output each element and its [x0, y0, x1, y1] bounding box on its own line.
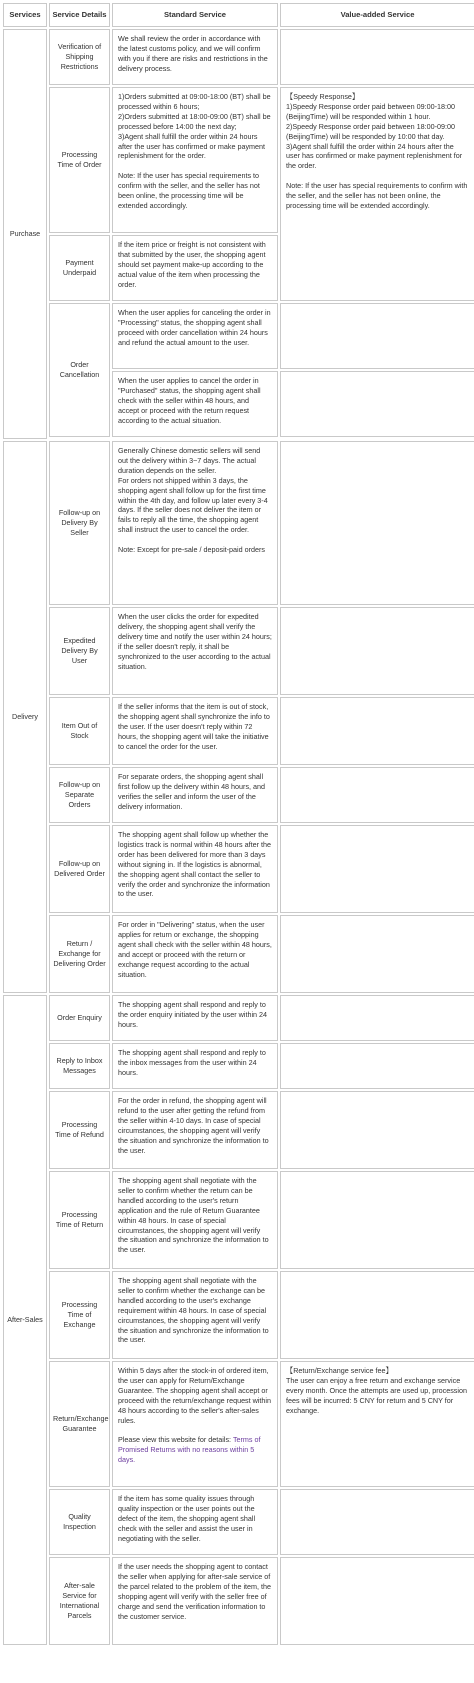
standard-cell: 1)Orders submitted at 09:00-18:00 (BT) shall be processed within 6 hours; 2)Orders submitted at 18:00-09:00 (BT) shall be processed before 14:00 the next day; 3)Agent shall fulfill the order within 24 hours after the user has confirmed or make payment replenishment for the order. Note: If the user has special requirements to confirm with the seller, and the seller has not been online, the processing time will be extended accordingly.	[112, 87, 278, 233]
value-added-return-exchange-fee: 【Return/Exchange service fee】 The user can enjoy a free return and exchange service every month. Once the attempts are used up, procession fees will be incurred: 5 CNY for return and 5 CNY for exchange.	[280, 1361, 474, 1487]
standard-cell: For the order in refund, the shopping agent will refund to the user after getting the refund from the seller within 4-10 days. In case of special circumstances, the shopping agent will verify the situation and synchronize the information to the user.	[112, 1091, 278, 1169]
table-row	[3, 303, 474, 369]
group-delivery: Delivery	[3, 441, 47, 993]
table-row	[3, 29, 474, 85]
standard-cell: Within 5 days after the stock-in of ordered item, the user can apply for Return/Exchange Guarantee. The shopping agent shall accept or proceed with the return/exchange request within 48 hours according to the seller's after-sales rules. Please view this website for details: Terms of Promised Returns with no reasons within 5 days.	[112, 1361, 278, 1487]
group-after-sales: After-Sales	[3, 995, 47, 1645]
value-added-cell-empty	[280, 303, 474, 369]
value-added-cell-empty	[280, 1043, 474, 1089]
standard-cell: If the seller informs that the item is out of stock, the shopping agent shall synchronize the info to the user. If the user doesn't reply within 72 hours, the shopping agent will take the initiative to cancel the order for the user.	[112, 697, 278, 765]
standard-cell: For order in "Delivering" status, when the user applies for return or exchange, the shopping agent shall check with the seller within 48 hours, and accept or proceed with the return or exchange request according to the actual situation.	[112, 915, 278, 993]
table-row	[3, 1361, 474, 1487]
table-row	[3, 767, 474, 823]
value-added-cell-empty	[280, 697, 474, 765]
group-purchase: Purchase	[3, 29, 47, 439]
standard-cell: For separate orders, the shopping agent shall first follow up the delivery within 48 hours, and verifies the seller and inform the user of the delivery information.	[112, 767, 278, 823]
detail-cell: Expedited Delivery By User	[49, 607, 110, 695]
value-added-cell-empty	[280, 767, 474, 823]
standard-cell: When the user applies for canceling the order in "Processing" status, the shopping agent shall proceed with order cancellation within 24 hours and refund the actual amount to the user.	[112, 303, 278, 369]
detail-cell: Follow-up on Delivery By Seller	[49, 441, 110, 605]
detail-cell: Processing Time of Refund	[49, 1091, 110, 1169]
details-prefix: Please view this website for details:	[118, 1435, 233, 1445]
header-services: Services	[3, 3, 47, 27]
standard-cell: If the item price or freight is not consistent with that submitted by the user, the shopping agent should set payment make-up according to the actual value of the item when processing the order.	[112, 235, 278, 301]
value-added-cell-empty	[280, 607, 474, 695]
table-row	[3, 441, 474, 605]
detail-cell: After-sale Service for International Parcels	[49, 1557, 110, 1645]
table-row	[3, 995, 474, 1041]
value-added-cell-empty	[280, 995, 474, 1041]
value-added-cell-empty	[280, 371, 474, 437]
value-added-cell-empty	[280, 1557, 474, 1645]
value-added-cell-empty	[280, 1171, 474, 1269]
standard-cell: When the user applies to cancel the order in "Purchased" status, the shopping agent shall check with the seller within 48 hours, and accept or proceed with the return request according to the actual situation.	[112, 371, 278, 437]
detail-cell: Order Enquiry	[49, 995, 110, 1041]
detail-cell: Return/Exchange Guarantee	[49, 1361, 110, 1487]
value-added-cell-empty	[280, 441, 474, 605]
header-service-details: Service Details	[49, 3, 110, 27]
standard-cell: The shopping agent shall negotiate with the seller to confirm whether the return can be handled according to the user's return application and the rule of Return Guarantee within 48 hours. In case of special circumstances, the shopping agent will verify the situation and synchronize the information to the user.	[112, 1171, 278, 1269]
value-added-cell-empty	[280, 1489, 474, 1555]
detail-cell: Reply to Inbox Messages	[49, 1043, 110, 1089]
detail-cell: Processing Time of Exchange	[49, 1271, 110, 1359]
table-row	[3, 1171, 474, 1269]
table-row	[3, 1043, 474, 1089]
detail-cell: Return / Exchange for Delivering Order	[49, 915, 110, 993]
standard-cell: If the user needs the shopping agent to contact the seller when applying for after-sale service of the parcel related to the problem of the item, the shopping agent will verify with the seller free of charge and send the verification information to the customer service.	[112, 1557, 278, 1645]
header-standard-service: Standard Service	[112, 3, 278, 27]
service-table	[1, 1, 474, 1647]
detail-cell: Processing Time of Order	[49, 87, 110, 233]
detail-cell: Item Out of Stock	[49, 697, 110, 765]
standard-cell: If the item has some quality issues through quality inspection or the user points out the defect of the item, the shopping agent shall check with the seller and assist the user in negotiating with the seller.	[112, 1489, 278, 1555]
value-added-cell-empty	[280, 1271, 474, 1359]
value-added-cell-empty	[280, 825, 474, 913]
standard-cell: The shopping agent shall respond and reply to the order enquiry initiated by the user within 24 hours.	[112, 995, 278, 1041]
table-row	[3, 1271, 474, 1359]
detail-cell: Quality Inspection	[49, 1489, 110, 1555]
header-value-added-service: Value-added Service	[280, 3, 474, 27]
table-row	[3, 607, 474, 695]
detail-cell: Processing Time of Return	[49, 1171, 110, 1269]
value-added-speedy-response: 【Speedy Response】 1)Speedy Response order paid between 09:00-18:00 (BeijingTime) will be responded within 1 hour. 2)Speedy Response order paid between 18:00-09:00 (BeijingTime) will be responded by 10:00 that day. 3)Agent shall fulfill the order within 24 hours after the user has confirmed or make payment replenishment for the order. Note: If the user has special requirements to confirm with the seller, and the seller has not been online, the processing time will be extended accordingly.	[280, 87, 474, 301]
table-row	[3, 1489, 474, 1555]
table-row	[3, 1091, 474, 1169]
table-row	[3, 697, 474, 765]
table-row	[3, 915, 474, 993]
standard-cell: Generally Chinese domestic sellers will send out the delivery within 3~7 days. The actual duration depends on the seller. For orders not shipped within 3 days, the shopping agent shall follow up for the first time within the 4th day, and follow up later every 3-4 days. If the seller does not deliver the item or fails to reply all the time, the shopping agent shall instruct the user to cancel the order. Note: Except for pre-sale / deposit-paid orders	[112, 441, 278, 605]
detail-cell: Follow-up on Separate Orders	[49, 767, 110, 823]
table-row	[3, 1557, 474, 1645]
table-row	[3, 825, 474, 913]
standard-cell: The shopping agent shall respond and reply to the inbox messages from the user within 24 hours.	[112, 1043, 278, 1089]
detail-cell: Follow-up on Delivered Order	[49, 825, 110, 913]
detail-cell: Order Cancellation	[49, 303, 110, 437]
standard-cell: When the user clicks the order for expedited delivery, the shopping agent shall verify the delivery time and notify the user within 24 hours; if the seller doesn't reply, it shall be synchronized to the user according to the actual situation.	[112, 607, 278, 695]
value-added-cell-empty	[280, 29, 474, 85]
value-added-cell-empty	[280, 1091, 474, 1169]
detail-cell: Payment Underpaid	[49, 235, 110, 301]
detail-cell: Verification of Shipping Restrictions	[49, 29, 110, 85]
standard-cell: The shopping agent shall follow up whether the logistics track is normal within 48 hours after the order has been delivered for more than 3 days without signing in. If the logistics is abnormal, the shopping agent shall contact the seller to verify the order and synchronize the information to the user.	[112, 825, 278, 913]
standard-cell: The shopping agent shall negotiate with the seller to confirm whether the exchange can be handled according to the user's exchange requirement within 48 hours. In case of special circumstances, the shopping agent will verify the situation and synchronize the information to the user.	[112, 1271, 278, 1359]
header-row	[3, 3, 474, 27]
table-row	[3, 87, 474, 233]
terms-of-promised-returns-link[interactable]: Terms of Promised Returns with no reasons within 5 days.	[118, 1435, 261, 1465]
standard-cell: We shall review the order in accordance with the latest customs policy, and we will confirm with you if there are risks and restrictions in the delivery process.	[112, 29, 278, 85]
value-added-cell-empty	[280, 915, 474, 993]
